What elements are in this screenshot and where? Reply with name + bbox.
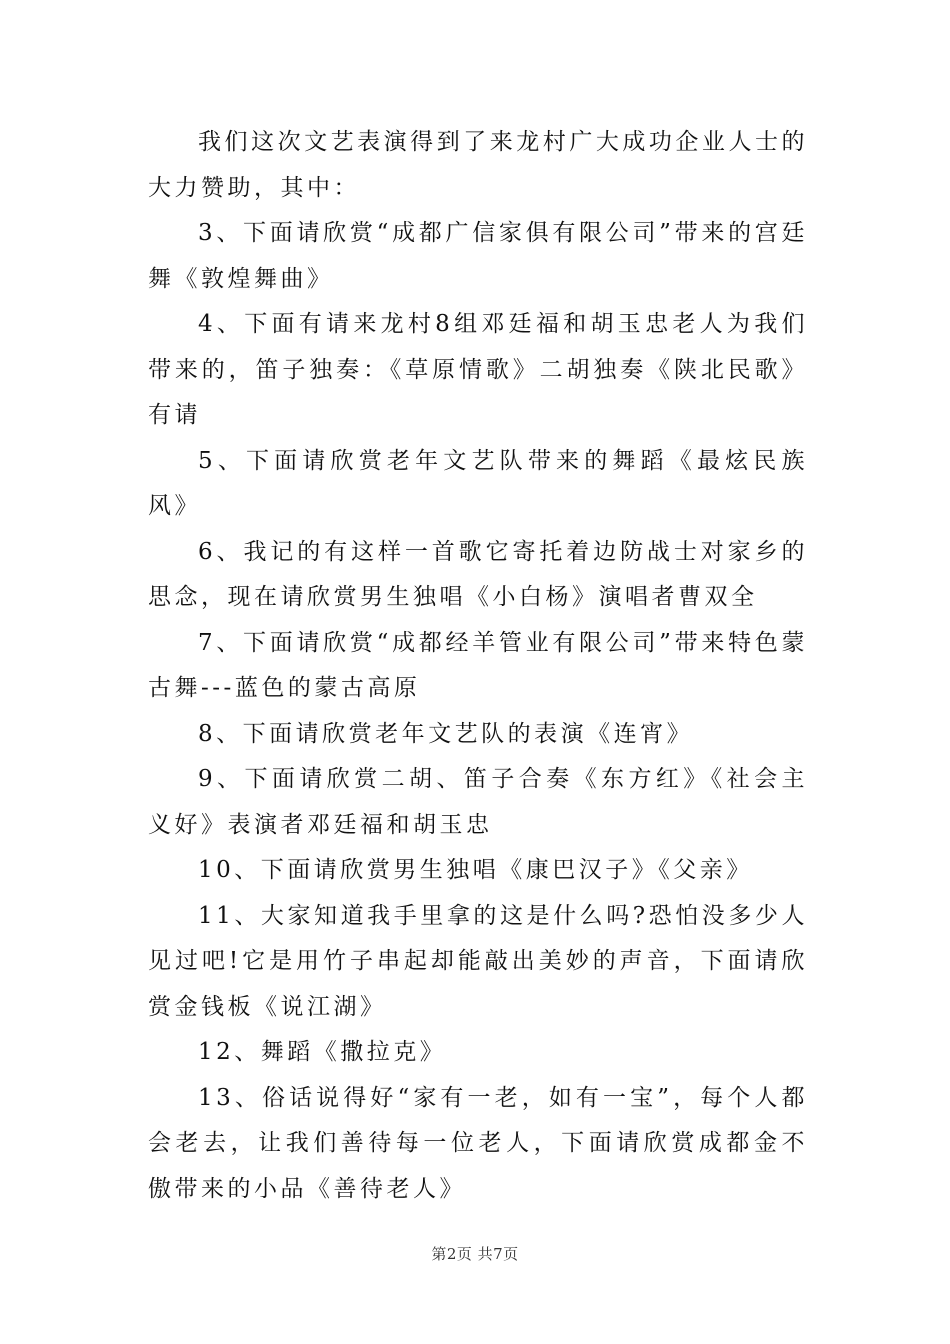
paragraph-item-13: 13、俗话说得好“家有一老，如有一宝”，每个人都会老去，让我们善待每一位老人，下面请欣赏成都金不傲带来的小品《善待老人》: [148, 1084, 808, 1202]
paragraph-item-12: 12、舞蹈《撒拉克》: [198, 1039, 447, 1065]
paragraph-item-7: 7、下面请欣赏“成都经羊管业有限公司”带来特色蒙古舞---蓝色的蒙古高原: [148, 629, 808, 701]
paragraph-item-6: 6、我记的有这样一首歌它寄托着边防战士对家乡的思念，现在请欣赏男生独唱《小白杨》演唱者曹双全: [148, 538, 808, 610]
paragraph-item-3: 3、下面请欣赏“成都广信家俱有限公司”带来的宫廷舞《敦煌舞曲》: [148, 220, 808, 292]
document-body: [148, 120, 808, 1212]
paragraph-item-9: 9、下面请欣赏二胡、笛子合奏《东方红》《社会主义好》表演者邓廷福和胡玉忠: [148, 766, 808, 838]
paragraph-item-5: 5、下面请欣赏老年文艺队带来的舞蹈《最炫民族风》: [148, 447, 808, 519]
paragraph-item-4: 4、下面有请来龙村8组邓廷福和胡玉忠老人为我们带来的，笛子独奏：《草原情歌》二胡独奏《陕北民歌》有请: [148, 311, 808, 428]
paragraph-item-10: 10、下面请欣赏男生独唱《康巴汉子》《父亲》: [198, 857, 753, 883]
paragraph-item-11: 11、大家知道我手里拿的这是什么吗?恐怕没多少人见过吧!它是用竹子串起却能敲出美妙的声音，下面请欣赏金钱板《说江湖》: [148, 902, 808, 1020]
paragraph-intro: 我们这次文艺表演得到了来龙村广大成功企业人士的大力赞助，其中：: [148, 129, 808, 201]
paragraph-item-8: 8、下面请欣赏老年文艺队的表演《连宵》: [198, 720, 694, 747]
page-number-footer: 第2页 共7页: [431, 1245, 519, 1263]
